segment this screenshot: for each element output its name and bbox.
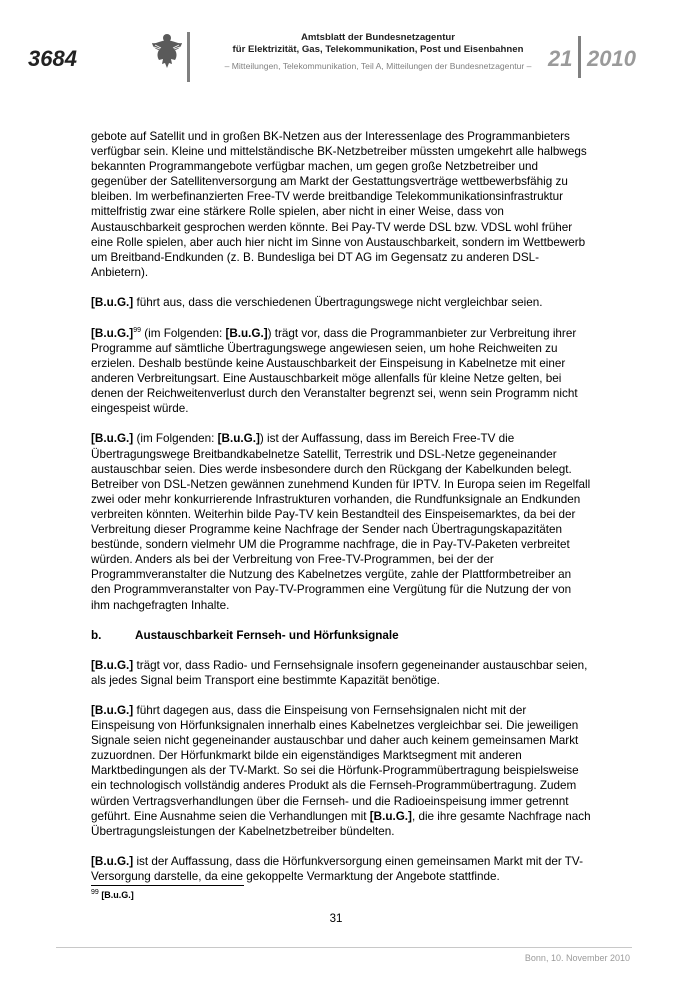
footnote-ref[interactable]: 99: [133, 326, 141, 334]
redacted-tag: [B.u.G.]: [91, 296, 134, 310]
paragraph: [B.u.G.] führt dagegen aus, dass die Einspeisung von Fernsehsignalen nicht mit der Einspeisung von Hörfunksignalen innerhalb eines Kabelnetzes vergleichbar sei. Die jeweiligen Signale seien nicht gegeneinander austauschbar und daher auch keinem gemeinsamen Markt zuzuordnen. Der Hörfunkmarkt bilde ein eigenständiges Marktsegment mit anderen Marktbedingungen als der TV-Markt. So sei die Hörfunk-Programmübertragung beispielsweise ein technologisch vollständig anderes Produkt als die Fernseh-Programmübertragung. Zudem würden Vertragsverhandlungen über die Fernseh- und die Radioeinspeisung immer getrennt geführt. Eine Ausnahme seien die Verhandlungen mit [B.u.G.], die ihre gesamte Nachfrage nach Übertragungsleistungen der Kabelnetzbetreiber bündelten.: [91, 703, 591, 838]
paragraph: $[B.u.G.]^{99}$ (im Folgenden: [B.u.G.]) trägt vor, dass die Programmanbieter zur Verbreitung ihrer Programme auf sämtliche Übertragungswege angewiesen seien, um hohe Reichweiten zu erzielen. Deshalb bestünde keine Austauschbarkeit der Einspeisung in Kabelnetze mit einer anderen Verbreitungsart. Eine Austauschbarkeit möge allenfalls für kleine Netze gelten, bei denen der Reichweitenverlust durch den Veranstalter begrenzt sei, wenn sein Programm nicht eingespeist würde.: [91, 326, 578, 416]
paragraph: [B.u.G.] führt aus, dass die verschiedenen Übertragungswege nicht vergleichbar seien.: [91, 296, 543, 310]
footer-rule: [56, 947, 632, 948]
redacted-tag: [B.u.G.]: [91, 658, 134, 672]
paragraph: [B.u.G.] ist der Auffassung, dass die Hörfunkversorgung einen gemeinsamen Markt mit der TV-Versorgung darstelle, da eine gekoppelte Vermarktung der Angebote stattfinde.: [91, 855, 583, 884]
redacted-tag: [B.u.G.]: [369, 809, 412, 823]
section-number: b.: [91, 628, 102, 642]
issue-divider: [578, 36, 581, 78]
footnote: [91, 890, 134, 900]
issue-year: 2010: [587, 46, 636, 71]
folio-number: 31: [329, 913, 343, 925]
issue-number: 21: [548, 46, 573, 71]
main-text: [91, 129, 591, 900]
page-number: 3684: [28, 46, 77, 71]
section-heading: [91, 628, 591, 643]
federal-eagle-icon: [150, 32, 184, 70]
journal-title-line1: Amtsblatt der Bundesnetzagentur: [300, 32, 456, 43]
footnote-rule: [91, 885, 244, 886]
redacted-tag: [B.u.G.]: [217, 432, 260, 446]
section-title: Austauschbarkeit Fernseh- und Hörfunksignale: [135, 628, 399, 642]
header-divider: [187, 32, 190, 82]
redacted-tag: [B.u.G.]: [91, 703, 134, 717]
redacted-tag: [B.u.G.]: [91, 432, 134, 446]
footnote-number: 99: [91, 889, 99, 896]
redacted-tag: [B.u.G.]: [91, 855, 134, 869]
paragraph: gebote auf Satellit und in großen BK-Netzen aus der Interessenlage des Programmanbieters verfügbar sein. Kleine und mittelständische BK-Netzbetreiber müssten umgekehrt alle halbwegs bekannten Programmangebote verfügbar machen, um gegen große Netzbetreiber und gegenüber der Satellitenversorgung am Markt der Gestattungsverträge wettbewerbsfähig zu bleiben. Im werbefinanzierten Free-TV werde breitbandige Telekommunikationsinfrastruktur mittelfristig zwar eine stärkere Rolle spielen, aber nicht in einer Weise, dass von Austauschbarkeit gesprochen werden könnte. Bei Pay-TV werde DSL bzw. VDSL wohl früher eine Rolle spielen, aber auch hier nicht im Sinne von Austauschbarkeit, sondern im Wettbewerb um Breitband-Endkunden (z. B. Bundesliga bei DT AG im Gegensatz zu anderen DSL-Anbietern).: [91, 130, 587, 279]
journal-title-line2: für Elektrizität, Gas, Telekommunikation, Post und Eisenbahnen: [232, 44, 524, 55]
paragraph: [B.u.G.] (im Folgenden: [B.u.G.]) ist der Auffassung, dass im Bereich Free-TV die Übertragungswege Breitbandkabelnetze Satellit, Terrestrik und DSL-Netze gegeneinander austauschbar seien. Dies werde insbesondere durch den Rückgang der Kabelkunden belegt. Betreiber von DSL-Netzen gewännen zunehmend Kunden für IPTV. In Europa seien im Regelfall zwei oder mehr konkurrierende Infrastrukturen vorhanden, die Rundfunksignale an Endkunden verbreiten könnten. Weiterhin bilde Pay-TV kein Bestandteil des Einspeisemarktes, da bei der Verbreitung dieser Programme keine Nachfrage der Sender nach Übertragungskapazitäten bestünde, sondern vielmehr UM die Programme nachfrage, die in Pay-TV-Paketen verbreitet würden. Anders als bei der Verbreitung von Free-TV-Programmen, bei der der Programmveranstalter die Nutzung des Kabelnetzes vergüte, zahle der Plattformbetreiber an den Programmveranstalter von Pay-TV-Programmen eine Vergütung für die Nutzung der von ihm nachgefragten Inhalte.: [91, 432, 591, 612]
footer-date: Bonn, 10. November 2010: [524, 953, 630, 963]
journal-title: [198, 32, 558, 56]
footnote-text: [B.u.G.]: [101, 890, 134, 900]
paragraph: [B.u.G.] trägt vor, dass Radio- und Fernsehsignale insofern gegeneinander austauschbar seien, als jedes Signal beim Transport eine bestimmte Kapazität benötige.: [91, 658, 588, 687]
redacted-tag: [B.u.G.]: [91, 326, 134, 340]
redacted-tag: [B.u.G.]: [225, 326, 268, 340]
journal-subtitle: – Mitteilungen, Telekommunikation, Teil A, Mitteilungen der Bundesnetzagentur –: [224, 61, 532, 71]
